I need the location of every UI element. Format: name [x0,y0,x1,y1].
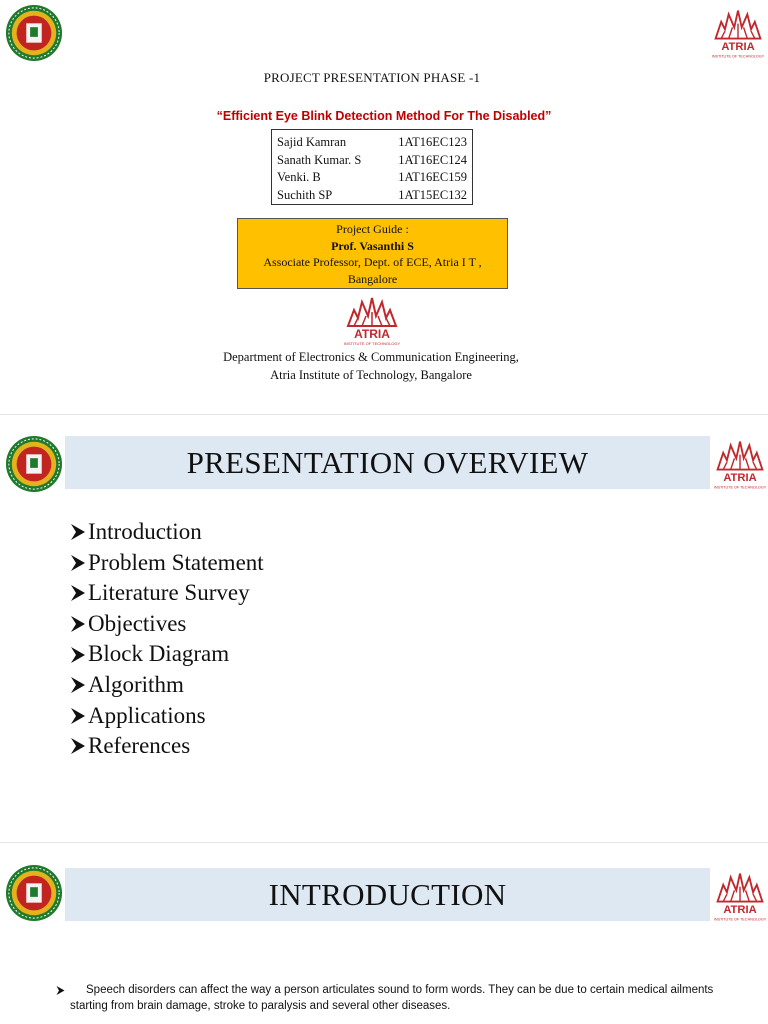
list-item-label: Applications [88,702,206,728]
vtu-emblem-logo [5,4,63,62]
arrow-bullet-icon [70,706,87,726]
guide-location: Bangalore [347,271,398,286]
list-item-label: Problem Statement [88,549,264,575]
team-members-box [271,129,473,205]
list-item-label: Literature Survey [88,580,250,606]
atria-logo-text: ATRIA [354,327,390,341]
list-item-label: Algorithm [88,671,184,697]
introduction-title-bar [65,868,710,921]
guide-name: Prof. Vasanthi S [331,238,414,253]
arrow-bullet-icon [70,522,87,542]
introduction-bullets [56,983,736,1020]
slide-divider [0,414,768,415]
atria-logo-subtext: INSTITUTE OF TECHNOLOGY [713,917,767,922]
atria-logo-text: ATRIA [723,471,757,484]
list-item-label: Objectives [88,610,187,636]
overview-list [70,517,264,762]
atria-logo-text: ATRIA [721,40,755,53]
arrow-bullet-icon [70,645,87,665]
overview-slide [0,428,768,828]
arrow-bullet-icon [70,553,87,573]
member-usn: 1AT16EC124 [398,152,467,167]
list-item-label: Block Diagram [88,641,230,667]
guide-designation: Associate Professor, Dept. of ECE, Atria I T , [263,255,482,269]
atria-logo-subtext: INSTITUTE OF TECHNOLOGY [713,485,767,490]
title-slide [0,0,768,400]
list-item [70,578,264,609]
arrow-bullet-icon [70,675,87,695]
vtu-emblem-logo [5,435,63,493]
phase-heading: PROJECT PRESENTATION PHASE -1 [263,70,481,85]
member-name: Sajid Kamran [277,135,347,149]
member-name: Venki. B [277,170,321,184]
project-title: “Efficient Eye Blink Detection Method For The Disabled” [216,109,552,123]
list-item-label: Introduction [88,519,202,544]
member-row [277,187,467,205]
list-item [70,609,264,640]
atria-logo [712,868,768,924]
atria-logo [710,5,766,61]
list-item [70,517,264,548]
list-item [70,639,264,670]
member-row [277,134,467,152]
member-usn: 1AT16EC123 [398,135,467,149]
slide-divider [0,842,768,843]
list-item [70,548,264,579]
arrow-bullet-icon [70,614,87,634]
arrow-bullet-icon [56,985,65,996]
department-line: Department of Electronics & Communication Engineering, [223,350,519,364]
introduction-title: INTRODUCTION [268,877,507,912]
bullet-text: Speech disorders can affect the way a person articulates sound to form words. They can be due to certain medical ailments starting from brain damage, stroke to paralysis and several other diseases. [70,984,714,1012]
arrow-bullet-icon [70,736,87,756]
atria-logo-text: ATRIA [723,903,757,916]
member-row [277,152,467,170]
member-name: Sanath Kumar. S [277,152,362,167]
atria-logo-subtext: INSTITUTE OF TECHNOLOGY [343,341,401,346]
list-item [56,983,736,1014]
member-usn: 1AT16EC159 [398,170,467,184]
atria-center-logo [342,296,402,346]
arrow-bullet-icon [70,583,87,603]
guide-label: Project Guide : [336,222,409,236]
atria-logo-subtext: INSTITUTE OF TECHNOLOGY [711,54,765,59]
atria-logo [712,436,768,492]
list-item [70,731,264,762]
member-row [277,169,467,187]
institute-line: Atria Institute of Technology, Bangalore [270,368,472,382]
overview-title: PRESENTATION OVERVIEW [186,445,589,480]
introduction-slide [0,856,768,1024]
department-text [0,348,742,384]
overview-title-bar [65,436,710,489]
list-item [70,670,264,701]
vtu-emblem-logo [5,864,63,922]
member-usn: 1AT15EC132 [398,187,467,202]
list-item-label: References [88,733,191,759]
member-name: Suchith SP [277,187,333,202]
project-guide-box [237,218,508,289]
list-item [70,701,264,732]
